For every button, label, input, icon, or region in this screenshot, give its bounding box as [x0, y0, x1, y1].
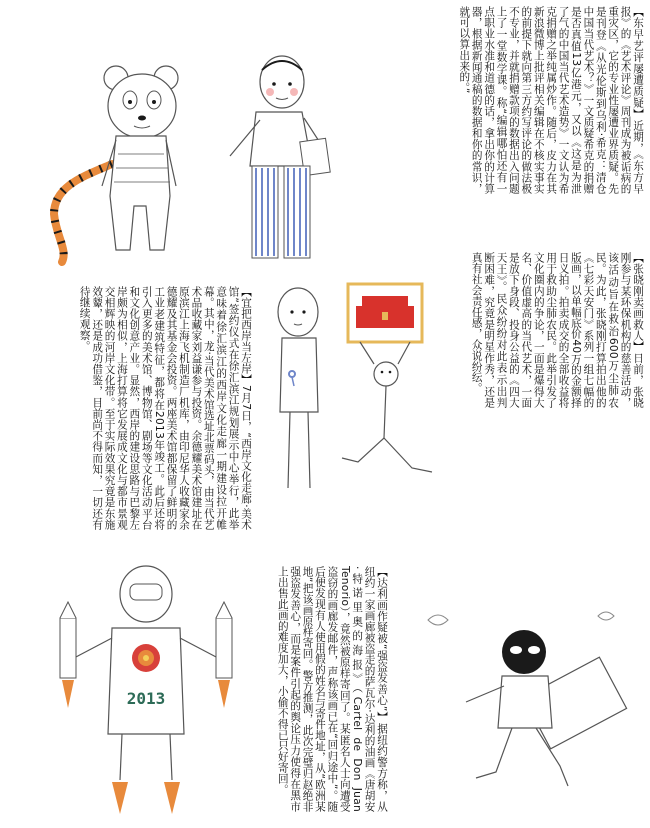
- tiananmen-picture: [348, 284, 422, 342]
- article-critic-review: 【东早艺评屡遭质疑】近期，《东方早报》的《艺术评论》周刊成为被诟病的重灾区，它的专业性屡遭业界质疑。先是刊登《从光伦斯到乌利·希克：清仓中国当代艺术？》一文质疑希克的捐赠是否真值13亿港元，又以《这是为泄了气的中国当代艺术造势》一文认为希克捐赠之举纯属炒作。随后，皮力在其新浪微博上批评相关编辑在不核实事实的前提下就向第三方约写评论的做法极不专业，并就捐赠款项的数据出入问题上了一堂数学课。称“编辑哪怕还有一点职业水准和道德的话，拿出你的计算器，根据新闻通稿的数据和你的常识，就可以算出来的。”: [458, 6, 644, 194]
- striped-trousers: [252, 166, 310, 258]
- astronaut-2013-label: 2013: [126, 689, 166, 708]
- astronaut-2013-illustration: [46, 558, 246, 818]
- tiger-tail: [54, 164, 112, 262]
- flower-decoration: [132, 644, 160, 672]
- bald-man-with-picture-illustration: [262, 262, 458, 524]
- masked-thief-illustration: [392, 596, 636, 796]
- panda-and-man-illustration: [34, 36, 374, 268]
- article-dali-painting: 【达利画作疑被“强盗发善心”】据纽约警方称，从纽约一家画廊被盗走的萨瓦尔·达利的油画《唐胡安·特诺里奥的海报》（Cartel de Don Juan Tenorio），竟然被原样寄回了。某匿名人士向遭受盗窃的画廊发邮件，声称该画已在“回归途中”。随后便发现有人使用假的姓名与寄件地址，从“欧洲某地”把该画原样寄回。警方推测，此次完璧归赵绝非强盗发善心，而是案件引起的舆论压力使得在黑市上出售此画的难度加大，小偷不得已只好寄回。: [276, 566, 388, 812]
- article-west-bund: 【宜把西岸当左岸】7月7日，“西岸文化走廊·美术馆”签约仪式在徐汇滨江规划展示中心举行，此举意味着徐汇滨江的西岸文化走廊一期建设拉开帷幕。其中，龙·当代美术馆选址北票码头，由当代艺术品收藏家刘益谦参与投资。余德耀美术馆建址在原滨江上海飞机制造厂机库，由印尼华人收藏家余德耀及其基金会投资。两座美术馆都保留了鲜明的工业老建筑特征，都将在2013年竣工。此后还将引入更多的美术馆、博物馆、剧场等文化活动平台和文化创意产业。显然，西岸的建设思路与巴黎左岸颇为相似，上海打算将它发展成文化与都市景观交相辉映的河岸文化带。至于实际效果究竟是东施效颦，还是成功借鉴，目前尚不得而知，一切还有待继续观察。: [78, 286, 252, 530]
- article-zhang-xiaogang-charity: 【张晓刚卖画救人】日前，张晓刚参与某环保机构的慈善活动，该活动旨在救治600万尘肺农民。为此，张晓刚打算拍出他的《七彩天安门》系列一组七幅的版画，以单幅底价40万的金额择日义拍。拍卖成交的全部收益将用于救助尘肺农民。此举引发了文化圈内的争论，一面是爆得大名、价值虚高的当代艺术，一面是放下身段、投身公益的《四大天王》。民众纷纷对此表示出判断困难，究竟是明星作秀，还是真有社会责任感，众说纷纭。: [470, 252, 644, 408]
